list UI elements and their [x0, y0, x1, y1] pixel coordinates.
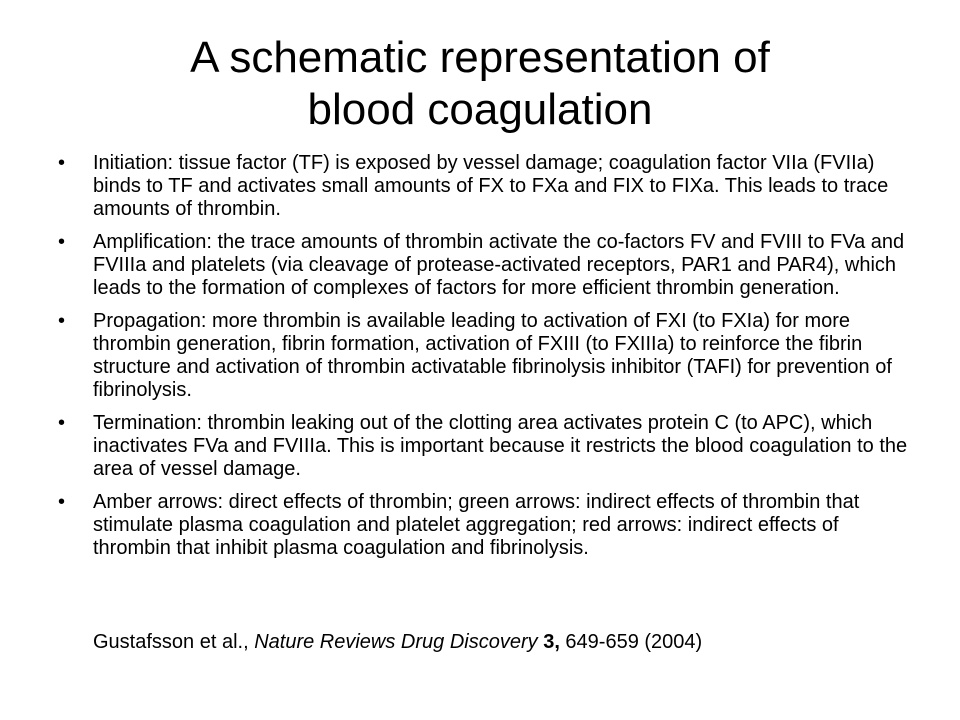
bullet-list: [58, 152, 908, 570]
bullet-item-initiation: [58, 152, 908, 221]
slide-title-line-2: blood coagulation: [307, 85, 653, 134]
bullet-text: Amber arrows: direct effects of thrombin; green arrows: indirect effects of thrombin that stimulate plasma coagulation and platelet aggregation; red arrows: indirect effects of thrombin that inhibit plasma coagulation and fibrinolysis.: [93, 491, 860, 559]
citation-separator: ,: [554, 631, 560, 653]
citation: [93, 631, 702, 654]
bullet-text: Initiation: tissue factor (TF) is exposed by vessel damage; coagulation factor VIIa (FVIIa) binds to TF and activates small amounts of FX to FXa and FIX to FIXa. This leads to trace amounts of thrombin.: [93, 152, 889, 220]
bullet-marker: •: [58, 231, 66, 253]
citation-journal: Nature Reviews Drug Discovery: [254, 631, 538, 653]
bullet-text: Amplification: the trace amounts of thrombin activate the co-factors FV and FVIII to FVa and FVIIIa and platelets (via cleavage of protease-activated receptors, PAR1 and PAR4), which leads to the formation of complexes of factors for more efficient thrombin generation.: [93, 231, 905, 299]
bullet-marker: •: [58, 491, 66, 513]
slide-title: [60, 32, 900, 136]
citation-volume: 3: [543, 631, 555, 653]
bullet-marker: •: [58, 310, 66, 332]
bullet-item-arrows-legend: [58, 491, 908, 560]
slide-title-line-1: A schematic representation of: [190, 33, 770, 82]
citation-authors: Gustafsson et al.,: [93, 631, 255, 653]
bullet-text: Propagation: more thrombin is available leading to activation of FXI (to FXIa) for more thrombin generation, fibrin formation, activation of FXIII (to FXIIIa) to reinforce the fibrin structure and activation of thrombin activatable fibrinolysis inhibitor (TAFI) for prevention of fibrinolysis.: [93, 310, 892, 401]
bullet-marker: •: [58, 152, 66, 174]
bullet-item-amplification: [58, 231, 908, 300]
bullet-text: Termination: thrombin leaking out of the clotting area activates protein C (to APC), which inactivates FVa and FVIIIa. This is important because it restricts the blood coagulation to the area of vessel damage.: [93, 412, 908, 480]
citation-pages-year: 649-659 (2004): [559, 631, 703, 653]
bullet-item-termination: [58, 412, 908, 481]
bullet-marker: •: [58, 412, 66, 434]
bullet-item-propagation: [58, 310, 908, 402]
